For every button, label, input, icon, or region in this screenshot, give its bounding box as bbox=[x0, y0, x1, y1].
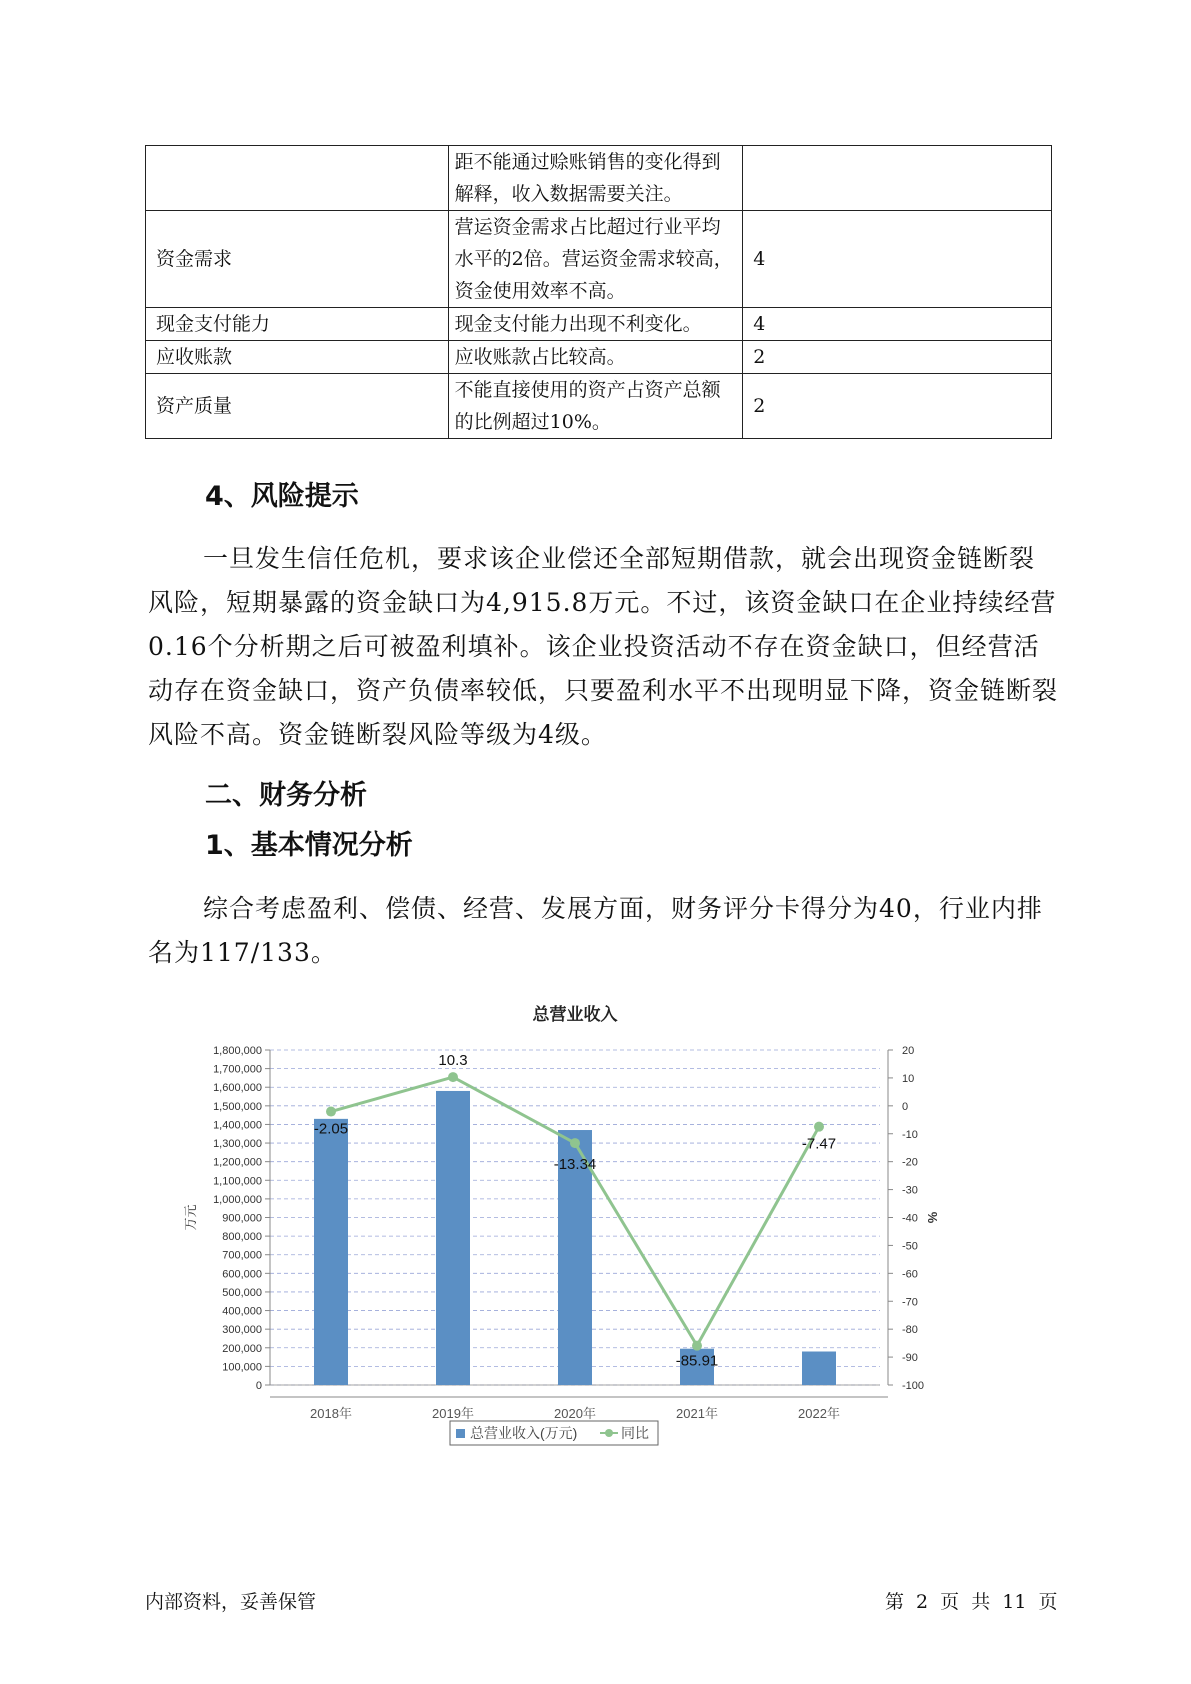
left-axis-tick-label: 400,000 bbox=[222, 1305, 262, 1318]
chart-title: 总营业收入 bbox=[532, 1005, 618, 1024]
yoy-data-label: -85.91 bbox=[675, 1352, 719, 1370]
x-axis-category-label: 2020年 bbox=[554, 1406, 596, 1421]
right-axis-tick-label: -40 bbox=[902, 1212, 918, 1225]
legend-bar-label: 总营业收入(万元) bbox=[470, 1425, 578, 1441]
left-axis-tick-label: 1,500,000 bbox=[213, 1100, 262, 1113]
table-row bbox=[146, 308, 1052, 341]
right-axis-tick-label: 20 bbox=[902, 1045, 915, 1057]
table-cell-score: 4 bbox=[743, 211, 1052, 308]
yoy-point bbox=[570, 1138, 580, 1148]
table-cell-item bbox=[146, 146, 449, 211]
table-cell-desc: 营运资金需求占比超过行业平均水平的2倍。营运资金需求较高，资金使用效率不高。 bbox=[448, 211, 743, 308]
yoy-data-label: -7.47 bbox=[801, 1135, 837, 1153]
x-axis-category-label: 2022年 bbox=[798, 1406, 840, 1421]
basic-analysis-heading: 1、基本情况分析 bbox=[205, 830, 413, 861]
left-axis-tick-label: 1,600,000 bbox=[213, 1082, 262, 1095]
table-cell-score: 2 bbox=[743, 341, 1052, 374]
revenue-bar bbox=[802, 1352, 836, 1386]
left-axis-tick-label: 500,000 bbox=[222, 1286, 262, 1299]
right-axis-tick-label: -70 bbox=[902, 1296, 918, 1309]
right-axis-tick-label: 0 bbox=[902, 1100, 909, 1113]
right-axis-tick-label: -60 bbox=[902, 1268, 918, 1281]
right-axis-tick-label: -30 bbox=[902, 1184, 918, 1197]
right-axis-tick-label: -10 bbox=[902, 1128, 918, 1141]
right-axis-tick-label: -80 bbox=[902, 1324, 918, 1337]
x-axis-category-label: 2018年 bbox=[310, 1406, 352, 1421]
risk-paragraph: 一旦发生信任危机，要求该企业偿还全部短期借款，就会出现资金链断裂风险，短期暴露的资金缺口为4,915.8万元。不过，该资金缺口在企业持续经营 0.16个分析期之后可被盈利填补。该企业投资活动不存在资金缺口，但经营活动存在资金缺口，资产负债率较低，只要盈利水平不出现明显下降，资金链断裂风险不高。资金链断裂风险等级为4级。 bbox=[148, 544, 1059, 749]
left-axis-tick-label: 0 bbox=[255, 1380, 262, 1392]
yoy-point bbox=[814, 1122, 824, 1132]
left-axis-tick-label: 1,000,000 bbox=[213, 1193, 262, 1206]
table-cell-item: 应收账款 bbox=[146, 341, 449, 374]
legend-bar-swatch bbox=[456, 1429, 465, 1438]
revenue-chart bbox=[175, 995, 1035, 1465]
right-axis-title: % bbox=[925, 1211, 940, 1224]
table-row bbox=[146, 211, 1052, 308]
footer-confidential: 内部资料，妥善保管 bbox=[145, 1591, 317, 1613]
table-cell-score: 4 bbox=[743, 308, 1052, 341]
table-cell-desc: 不能直接使用的资产占资产总额的比例超过10%。 bbox=[448, 374, 743, 439]
x-axis-category-label: 2021年 bbox=[676, 1406, 718, 1421]
finance-heading: 二、财务分析 bbox=[205, 780, 367, 811]
yoy-point bbox=[692, 1341, 702, 1351]
left-axis-tick-label: 1,300,000 bbox=[213, 1138, 262, 1151]
left-axis-tick-label: 1,100,000 bbox=[213, 1175, 262, 1188]
basic-analysis-paragraph: 综合考虑盈利、偿债、经营、发展方面，财务评分卡得分为40，行业内排名为117/133。 bbox=[148, 894, 1043, 967]
table-cell-score: 2 bbox=[743, 374, 1052, 439]
left-axis-tick-label: 1,200,000 bbox=[213, 1156, 262, 1169]
table-cell-item: 资产质量 bbox=[146, 374, 449, 439]
right-axis-tick-label: -100 bbox=[902, 1380, 925, 1392]
left-axis-tick-label: 100,000 bbox=[222, 1361, 262, 1374]
legend-line-marker bbox=[605, 1429, 613, 1437]
right-axis-tick-label: -50 bbox=[902, 1240, 918, 1253]
right-axis-tick-label: -90 bbox=[902, 1352, 918, 1365]
left-axis-tick-label: 1,800,000 bbox=[213, 1045, 262, 1057]
legend-line-label: 同比 bbox=[621, 1425, 649, 1441]
left-axis-tick-label: 1,400,000 bbox=[213, 1119, 262, 1132]
table-row bbox=[146, 341, 1052, 374]
table-cell-desc: 现金支付能力出现不利变化。 bbox=[448, 308, 743, 341]
left-axis-tick-label: 600,000 bbox=[222, 1268, 262, 1281]
risk-table bbox=[145, 145, 1052, 439]
yoy-data-label: -2.05 bbox=[313, 1120, 349, 1138]
x-axis-category-label: 2019年 bbox=[432, 1406, 474, 1421]
right-axis-tick-label: 10 bbox=[902, 1072, 915, 1085]
left-axis-tick-label: 200,000 bbox=[222, 1342, 262, 1355]
yoy-data-label: 10.3 bbox=[438, 1052, 468, 1070]
yoy-data-label: -13.34 bbox=[553, 1156, 597, 1174]
left-axis-tick-label: 300,000 bbox=[222, 1324, 262, 1337]
revenue-chart-svg bbox=[175, 995, 1035, 1465]
risk-heading: 4、风险提示 bbox=[205, 481, 359, 512]
revenue-bar bbox=[314, 1119, 348, 1385]
footer-page-number: 第 2 页 共 11 页 bbox=[885, 1591, 1058, 1613]
right-axis-tick-label: -20 bbox=[902, 1156, 918, 1169]
left-axis-title: 万元 bbox=[183, 1204, 198, 1231]
table-cell-desc: 距不能通过赊账销售的变化得到解释，收入数据需要关注。 bbox=[448, 146, 743, 211]
left-axis-tick-label: 1,700,000 bbox=[213, 1063, 262, 1076]
left-axis-tick-label: 800,000 bbox=[222, 1231, 262, 1244]
revenue-bar bbox=[436, 1091, 470, 1385]
table-row bbox=[146, 374, 1052, 439]
yoy-point bbox=[448, 1072, 458, 1082]
table-cell-score bbox=[743, 146, 1052, 211]
table-cell-item: 资金需求 bbox=[146, 211, 449, 308]
left-axis-tick-label: 700,000 bbox=[222, 1249, 262, 1262]
yoy-point bbox=[326, 1107, 336, 1117]
table-cell-item: 现金支付能力 bbox=[146, 308, 449, 341]
table-cell-desc: 应收账款占比较高。 bbox=[448, 341, 743, 374]
table-row bbox=[146, 146, 1052, 211]
left-axis-tick-label: 900,000 bbox=[222, 1212, 262, 1225]
